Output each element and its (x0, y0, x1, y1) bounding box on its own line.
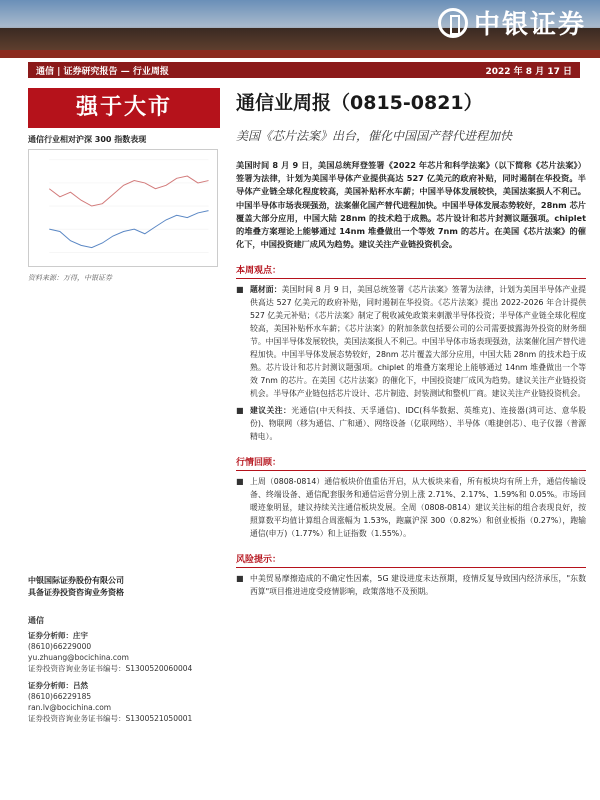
report-title: 通信业周报（0815-0821） (236, 92, 483, 114)
analyst-info (28, 615, 220, 724)
performance-chart (28, 149, 218, 267)
analyst-cert: 证券投资咨询业务证书编号：S1300521050001 (28, 714, 193, 723)
bullet-lead: 题材面： (250, 285, 282, 295)
brand-name: 中银证券 (473, 10, 586, 40)
report-category: 通信 | 证券研究报告 — 行业周报 (36, 66, 169, 77)
bullet-lead: 建议关注： (250, 406, 292, 416)
main-content (236, 88, 586, 598)
company-qualification: 具备证券投资咨询业务资格 (28, 588, 124, 597)
analyst-email[interactable]: ran.lv@bocichina.com (28, 703, 112, 712)
analyst-email[interactable]: yu.zhuang@bocichina.com (28, 653, 129, 662)
section-heading-market: 行情回顾： (236, 455, 586, 471)
analyst-phone: (8610)66229000 (28, 642, 92, 651)
bullet-icon: ■ (236, 285, 244, 295)
report-subtitle: 美国《芯片法案》出台，催化中国国产替代进程加快 (236, 129, 513, 143)
company-name: 中银国际证券股份有限公司 (28, 576, 124, 585)
analyst-name: 证券分析师：吕然 (28, 681, 88, 690)
chart-source: 资料来源：万得，中银证券 (28, 274, 112, 282)
list-item (236, 475, 586, 540)
report-summary: 美国时间 8 月 9 日，美国总统拜登签署《2022 年芯片和科学法案》（以下简称《芯片法案》）签署为法律，计划为美国半导体产业提供高达 527 亿美元的政府补贴，同时遏制在华投资。半导体产业链全球化程度较高，美国补贴杯水车薪；中国半导体发展较快，美国法案损人不利己。中国半导体市场表现强劲，法案催化国产替代进程加快。中国半导体发展态势较好，28nm 芯片覆盖大部分应用，中国大陆 28nm 的技术趋于成熟。芯片设计和芯片封测议题强项。chiplet 的堆叠方案理论上能够通过 14nm 堆叠做出一个等效 7nm 的芯片。在美国《芯片法案》的催化下，中国投资建厂成风为趋势。建议关注产业链投资机会。 (236, 160, 586, 250)
brand-logo (438, 4, 586, 41)
bullet-text: 中美贸易摩擦造成的不确定性因素，5G 建设进度未达预期，疫情反复导致国内经济承压，"东数西算"项目推进进度受疫情影响，政策落地不及预期。 (250, 574, 586, 597)
bullet-text: 光通信(中天科技、天孚通信)、IDC(科华数据、英维克)、连接器(鸿可达、意华股份)、物联网（移为通信、广和通）、网络设备（亿联网络）、半导体（唯捷创芯）、电子仪器（普源精电）。 (250, 406, 586, 442)
chart-series-line-0 (49, 176, 208, 206)
bullet-icon: ■ (236, 406, 244, 416)
bank-logo-icon (438, 8, 468, 38)
list-item (236, 283, 586, 400)
rating-badge: 强于大市 (28, 88, 220, 128)
header-banner (0, 0, 600, 58)
list-item (236, 572, 586, 598)
analyst-phone: (8610)66229185 (28, 692, 92, 701)
sidebar (28, 88, 220, 283)
report-date: 2022 年 8 月 17 日 (485, 66, 572, 77)
company-info (28, 575, 220, 599)
bullet-icon: ■ (236, 477, 244, 487)
section-heading-views: 本周观点： (236, 263, 586, 279)
report-category-bar (28, 62, 580, 78)
section-heading-risk: 风险提示： (236, 552, 586, 568)
bullet-text: 美国时间 8 月 9 日，美国总统签署《芯片法案》签署为法律，计划为美国半导体产业提供高达 527 亿美元的政府补贴，同时遏制在华投资。《芯片法案》提出 2022-2026 年合计提供 527 亿美元补贴；《芯片法案》制定了税收减免政策来刺激半导体投资；半导体产业链全球化程度较高，美国补贴杯水车薪；《芯片法案》的附加条款包括要公司的公司需要披露海外投资的财务细节。中国半导体发展较快，美国法案损人不利己。中国半导体市场表现强劲，法案催化国产替代进程加快。中国半导体发展态势较好，28nm 芯片覆盖大部分应用，中国大陆 28nm 的技术趋于成熟。芯片设计和芯片封测议题强项。chiplet 的堆叠方案理论上能够通过 14nm 堆叠做出一个等效 7nm 的芯片。在美国《芯片法案》的催化下，中国投资建厂成风为趋势。建议关注产业链投资机会。半导体产业链包括芯片设计、芯片制造、封装测试和整机厂商。建议关注产业链投资机会。 (250, 285, 586, 399)
analyst-section: 通信 (28, 616, 44, 625)
palace-beam-image (0, 50, 600, 58)
bullet-text: 上周（0808-0814）通信板块价值重估开启，从大板块来看，所有板块均有所上升，通信传输设备、终端设备、通信配套服务和通信运营分别上涨 2.71%、2.17%、1.59%和 0.05%。市场回暖迹象明显，建议持续关注通信板块发展。全周（0808-0814）建议关注标的组合表现良好，按照算数平均值计算组合周涨幅为 1.53%，跑赢沪深 300（0.82%）和创业板指（0.27%），跑输通信(申万)（1.77%）和上证指数（1.55%）。 (250, 477, 586, 539)
bullet-icon: ■ (236, 574, 244, 584)
list-item (236, 404, 586, 443)
analyst-cert: 证券投资咨询业务证书编号：S1300520060004 (28, 664, 193, 673)
analyst-name: 证券分析师：庄宇 (28, 631, 88, 640)
chart-title: 通信行业相对沪深 300 指数表现 (28, 135, 147, 144)
